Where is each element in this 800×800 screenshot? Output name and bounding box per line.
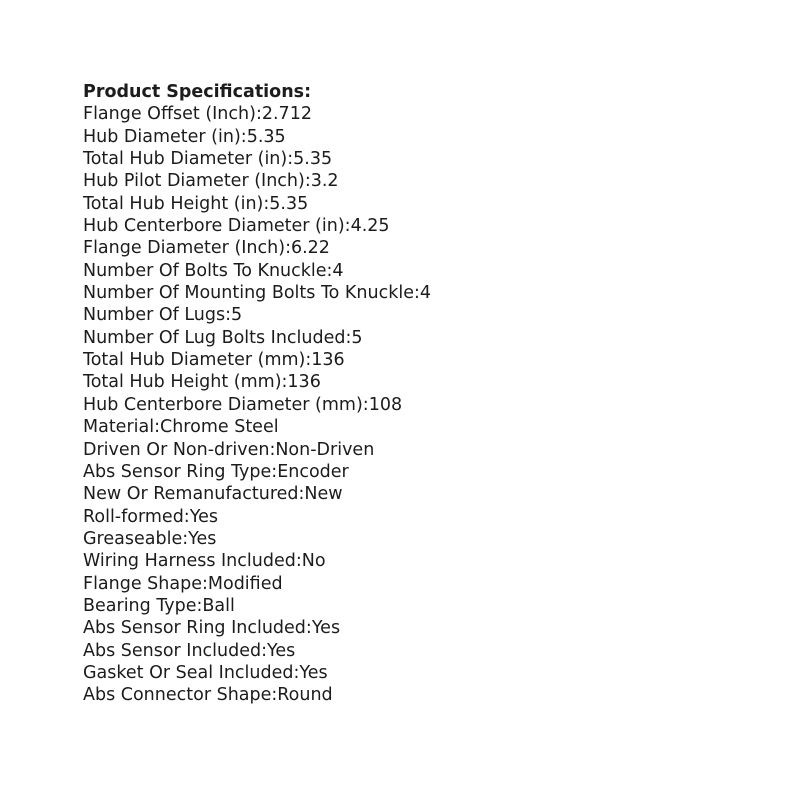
spec-label: Total Hub Diameter (mm) — [83, 350, 306, 371]
spec-value: Non-Driven — [275, 439, 375, 460]
spec-separator: : — [269, 439, 276, 460]
spec-value: Chrome Steel — [160, 417, 279, 438]
spec-row — [83, 394, 431, 416]
spec-label: Total Hub Height (in) — [83, 193, 264, 214]
spec-row — [83, 439, 431, 461]
spec-row — [83, 282, 431, 304]
spec-separator: : — [293, 662, 300, 683]
spec-label: Abs Sensor Included — [83, 640, 262, 661]
spec-label: Hub Diameter (in) — [83, 126, 241, 147]
spec-row — [83, 260, 431, 282]
spec-row — [83, 662, 431, 684]
spec-row — [83, 617, 431, 639]
spec-value: 3.2 — [310, 171, 339, 192]
spec-separator: : — [305, 618, 312, 639]
spec-row — [83, 416, 431, 438]
spec-separator: : — [285, 238, 291, 259]
spec-row — [83, 148, 431, 170]
spec-separator: : — [240, 126, 247, 147]
spec-row — [83, 193, 431, 215]
spec-value: No — [301, 551, 326, 572]
spec-row — [83, 483, 431, 505]
spec-separator: : — [271, 685, 278, 706]
spec-value: New — [304, 484, 343, 505]
spec-label: Total Hub Height (mm) — [83, 372, 282, 393]
spec-value: Modified — [207, 573, 283, 594]
spec-label: Roll-formed — [83, 506, 184, 527]
spec-label: Gasket Or Seal Included — [83, 662, 294, 683]
spec-label: Abs Connector Shape — [83, 685, 272, 706]
spec-separator: : — [362, 394, 369, 415]
spec-row — [83, 573, 431, 595]
spec-label: Flange Diameter (Inch) — [83, 238, 286, 259]
spec-separator: : — [344, 216, 351, 237]
spec-value: Yes — [267, 640, 296, 661]
spec-row — [83, 550, 431, 572]
spec-value: Yes — [188, 528, 217, 549]
spec-value: 2.712 — [261, 104, 312, 125]
spec-row — [83, 595, 431, 617]
spec-row — [83, 349, 431, 371]
spec-row — [83, 304, 431, 326]
section-title: Product Specifications: — [83, 82, 312, 102]
spec-separator: : — [345, 327, 352, 348]
spec-label: Driven Or Non-driven — [83, 439, 270, 460]
spec-label: New Or Remanufactured — [83, 484, 299, 505]
spec-separator: : — [182, 528, 189, 549]
spec-row — [83, 371, 431, 393]
spec-value: Encoder — [277, 461, 349, 482]
spec-separator: : — [326, 260, 333, 281]
spec-value: 5.35 — [246, 126, 286, 147]
spec-value: 4.25 — [350, 216, 390, 237]
spec-row — [83, 528, 431, 550]
spec-value: 5 — [351, 327, 363, 348]
spec-value: Yes — [189, 506, 218, 527]
spec-row — [83, 170, 431, 192]
spec-label: Wiring Harness Included — [83, 551, 296, 572]
spec-label: Hub Pilot Diameter (Inch) — [83, 171, 305, 192]
spec-row — [83, 640, 431, 662]
spec-row — [83, 103, 431, 125]
spec-row — [83, 237, 431, 259]
spec-separator: : — [305, 350, 312, 371]
spec-value: Yes — [311, 618, 341, 639]
product-specifications-section — [83, 81, 431, 707]
spec-row — [83, 461, 431, 483]
spec-label: Material — [83, 417, 155, 438]
spec-label: Abs Sensor Ring Included — [83, 618, 306, 639]
spec-row — [83, 327, 431, 349]
spec-row — [83, 126, 431, 148]
spec-label: Number Of Lugs — [83, 305, 226, 326]
spec-value: 5 — [231, 305, 243, 326]
spec-value: 6.22 — [290, 238, 330, 259]
spec-label: Number Of Mounting Bolts To Knuckle — [83, 283, 414, 304]
spec-label: Greaseable — [83, 528, 183, 549]
spec-list — [83, 103, 431, 706]
spec-row — [83, 215, 431, 237]
spec-separator: : — [287, 149, 294, 170]
spec-separator: : — [298, 484, 305, 505]
spec-value: 5.35 — [269, 193, 309, 214]
spec-value: 136 — [311, 350, 345, 371]
spec-label: Abs Sensor Ring Type — [83, 461, 272, 482]
spec-label: Hub Centerbore Diameter (mm) — [83, 394, 363, 415]
spec-separator: : — [295, 551, 302, 572]
spec-value: Yes — [299, 662, 328, 683]
spec-value: Round — [277, 685, 333, 706]
spec-separator: : — [304, 171, 311, 192]
spec-separator: : — [281, 372, 288, 393]
spec-label: Number Of Lug Bolts Included — [83, 327, 346, 348]
spec-separator: : — [201, 573, 208, 594]
spec-value: Ball — [202, 595, 235, 616]
spec-label: Total Hub Diameter (in) — [83, 149, 288, 170]
spec-value: 5.35 — [293, 149, 333, 170]
spec-value: 136 — [287, 372, 321, 393]
spec-row — [83, 684, 431, 706]
spec-label: Flange Offset (Inch) — [83, 104, 256, 125]
spec-separator: : — [271, 461, 278, 482]
spec-separator: : — [183, 506, 190, 527]
spec-value: 4 — [332, 260, 344, 281]
spec-separator: : — [255, 104, 262, 125]
spec-separator: : — [263, 193, 270, 214]
spec-row — [83, 506, 431, 528]
spec-label: Number Of Bolts To Knuckle — [83, 260, 327, 281]
spec-label: Bearing Type — [83, 595, 197, 616]
spec-label: Hub Centerbore Diameter (in) — [83, 216, 345, 237]
spec-value: 4 — [419, 283, 432, 304]
spec-separator: : — [413, 283, 420, 304]
spec-separator: : — [154, 417, 160, 438]
spec-separator: : — [225, 305, 232, 326]
spec-value: 108 — [368, 394, 403, 415]
spec-separator: : — [261, 640, 268, 661]
spec-separator: : — [196, 595, 203, 616]
spec-label: Flange Shape — [83, 573, 202, 594]
